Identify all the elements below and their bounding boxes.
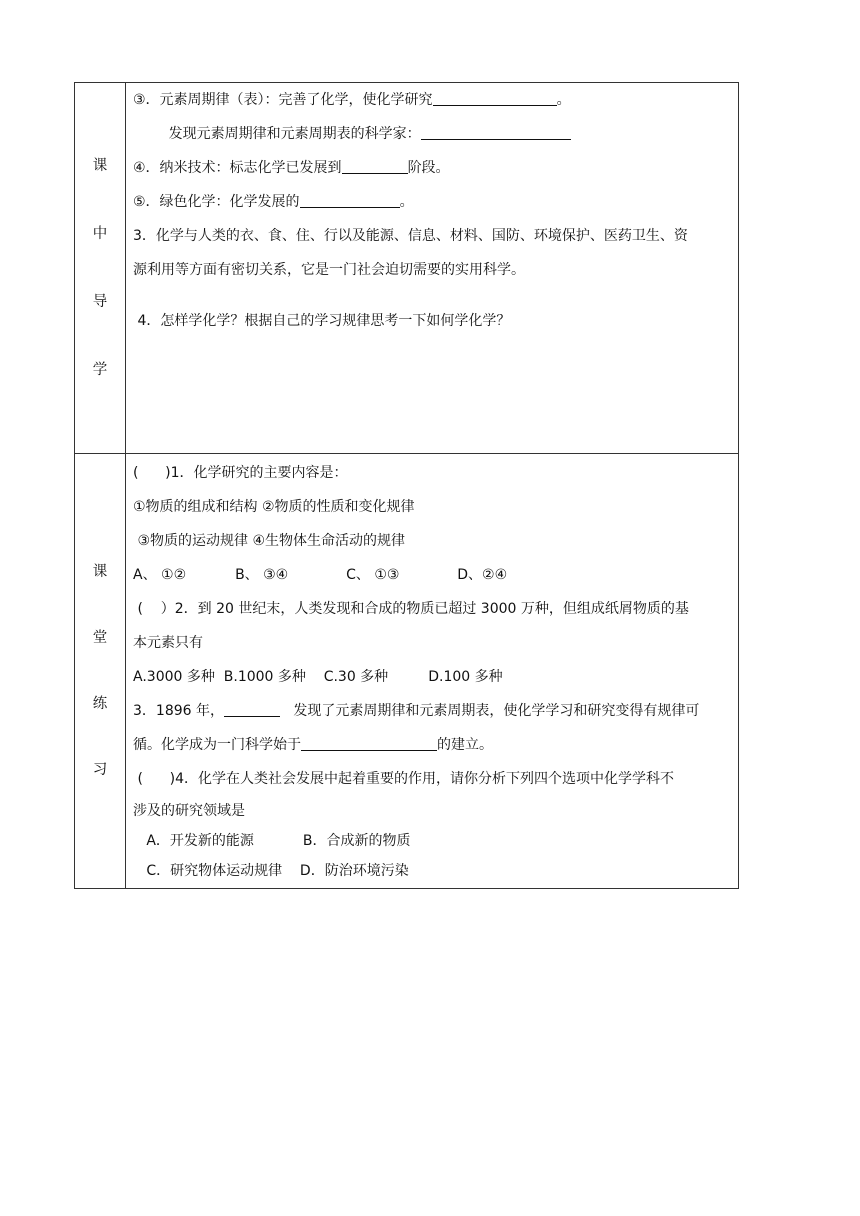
label-char: 导 — [92, 294, 108, 310]
question-2-cont: 本元素只有 — [133, 635, 203, 651]
lesson-table — [74, 82, 739, 889]
question-4-options: C．研究物体运动规律 D．防治环境污染 — [133, 863, 409, 879]
text-line: 发现元素周期律和元素周期表的科学家： — [133, 117, 738, 151]
text-line: 4．怎样学化学？根据自己的学习规律思考一下如何学化学？ — [133, 313, 511, 329]
question-4-options: A．开发新的能源 B．合成新的物质 — [133, 833, 411, 849]
label-char: 堂 — [92, 630, 108, 646]
fill-blank[interactable] — [342, 159, 408, 174]
question-4: ( )4．化学在人类社会发展中起着重要的作用，请你分析下列四个选项中化学学科不 — [133, 771, 674, 787]
section-label-in-class-guide — [75, 83, 126, 454]
text-line: ④．纳米技术：标志化学已发展到 阶段。 — [133, 160, 450, 176]
question-1-choices: A、 ①② B、 ③④ C、 ①③ D、②④ — [133, 567, 508, 583]
fill-blank[interactable] — [224, 702, 280, 717]
label-char: 课 — [92, 158, 108, 174]
section-in-class-practice — [75, 454, 739, 889]
text-line: 3．化学与人类的衣、食、住、行以及能源、信息、材料、国防、环境保护、医药卫生、资 — [133, 228, 688, 244]
text-line: ⑤．绿色化学：化学发展的 。 — [133, 194, 414, 210]
text-line: 源利用等方面有密切关系，它是一门社会迫切需要的实用科学。 — [133, 262, 525, 278]
label-char: 习 — [92, 762, 108, 778]
question-1-item: ①物质的组成和结构 ②物质的性质和变化规律 — [133, 499, 415, 515]
label-char: 学 — [92, 362, 108, 378]
question-1-item: ③物质的运动规律 ④生物体生命活动的规律 — [133, 533, 406, 549]
question-3: 3．1896 年， 发现了元素周期律和元素周期表，使化学学习和研究变得有规律可 — [133, 703, 700, 719]
question-2-choices: A.3000 多种 B.1000 多种 C.30 多种 D.100 多种 — [133, 669, 503, 685]
label-char: 中 — [92, 226, 108, 242]
fill-blank[interactable] — [433, 91, 557, 106]
section-content-in-class-guide — [126, 83, 739, 454]
label-char: 练 — [92, 696, 108, 712]
question-4-cont: 涉及的研究领域是 — [133, 803, 245, 819]
fill-blank[interactable] — [421, 125, 571, 140]
question-1: ( )1．化学研究的主要内容是： — [133, 465, 348, 481]
section-in-class-guide — [75, 83, 739, 454]
fill-blank[interactable] — [301, 736, 437, 751]
section-label-in-class-practice — [75, 454, 126, 889]
text-line: ③．元素周期律（表）：完善了化学，使化学研究 。 — [133, 92, 571, 108]
section-content-in-class-practice — [126, 454, 739, 889]
label-char: 课 — [92, 564, 108, 580]
question-3-cont: 循。化学成为一门科学始于 的建立。 — [133, 737, 493, 753]
question-2: ( ）2．到 20 世纪末，人类发现和合成的物质已超过 3000 万种，但组成纸屑物质的基 — [133, 601, 689, 617]
fill-blank[interactable] — [300, 193, 400, 208]
